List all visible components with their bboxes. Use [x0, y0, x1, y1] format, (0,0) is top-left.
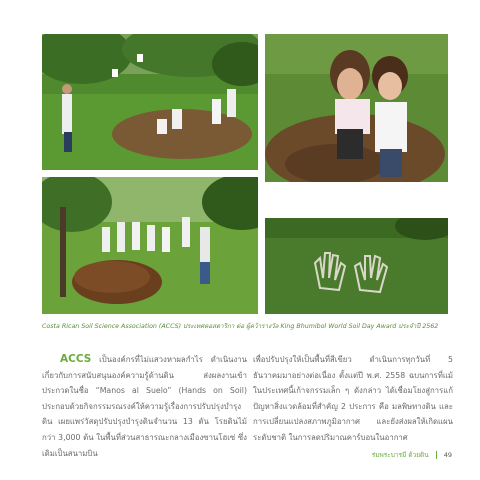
body-column-left — [42, 352, 247, 461]
body-text-right: เพื่อปรับปรุงให้เป็นพื้นที่สีเขียว ดำเนินการทุกวันที่ 5 ธันวาคมมาอย่างต่อเนื่อง ตั้งแต่ปี พ.ศ. 2558 ฉบนการที่แม้ในประเทศนี้เก้าจกรรมเล็ก ๆ ดังกล่าว ได้เชื่อมโยงสู่การแก้ปัญหาสิ่งแวดล้อมที่สำคัญ 2 ประการ คือ มลพิษทางดิน และการเปลี่ยนแปลงสภาพภูมิอากาศ และยังส่งผลให้เกิดแผนระดับชาติ ในการลดปริมาณคาร์บอนในอากาศ — [253, 355, 453, 442]
body-column-right — [253, 352, 453, 446]
photo-woman-child-soil — [265, 34, 448, 182]
lead-acronym: ACCS — [60, 353, 92, 365]
footer-divider — [436, 451, 437, 459]
body-text-left: เป็นองค์กรที่ไม่แสวงหาผลกำไร ดำเนินงานเกี่ยวกับการสนับสนุนองค์ความรู้ด้านดิน ส่งผลงานเข้าประกวดในชื่อ “Manos al Suelo” (Hands on Soil) ประกอบด้วยกิจกรรมรณรงค์ให้ความรู้เรื่องการปรับปรุงบำรุงดิน เผยแพร่วัสดุปรับปรุงบำรุงดินจำนวน 13 ตัน โรยดินไม้กว่า 3,000 ต้น ในพื้นที่ส่วนสาธารณะกลางเมืองซานโฮเซ่ ซึ่งเดิมเป็นสนามบิน — [42, 355, 247, 458]
page-number: 49 — [443, 451, 452, 459]
photo-caption: Costa Rican Soil Science Association (ACCS) ประเทศคอสตาริกา ต่อ ผู้คว้ารางวัล King Bhumibol World Soil Day Award ประจำปี 2562 — [42, 323, 439, 330]
photo-aerial-hands — [265, 218, 448, 314]
photo-soil-pile-crowd — [42, 177, 258, 314]
footer-title: ร่มพระบารมี ด้วยดิน — [371, 451, 429, 459]
page-footer — [372, 450, 452, 460]
photo-tree-planting — [42, 34, 258, 170]
